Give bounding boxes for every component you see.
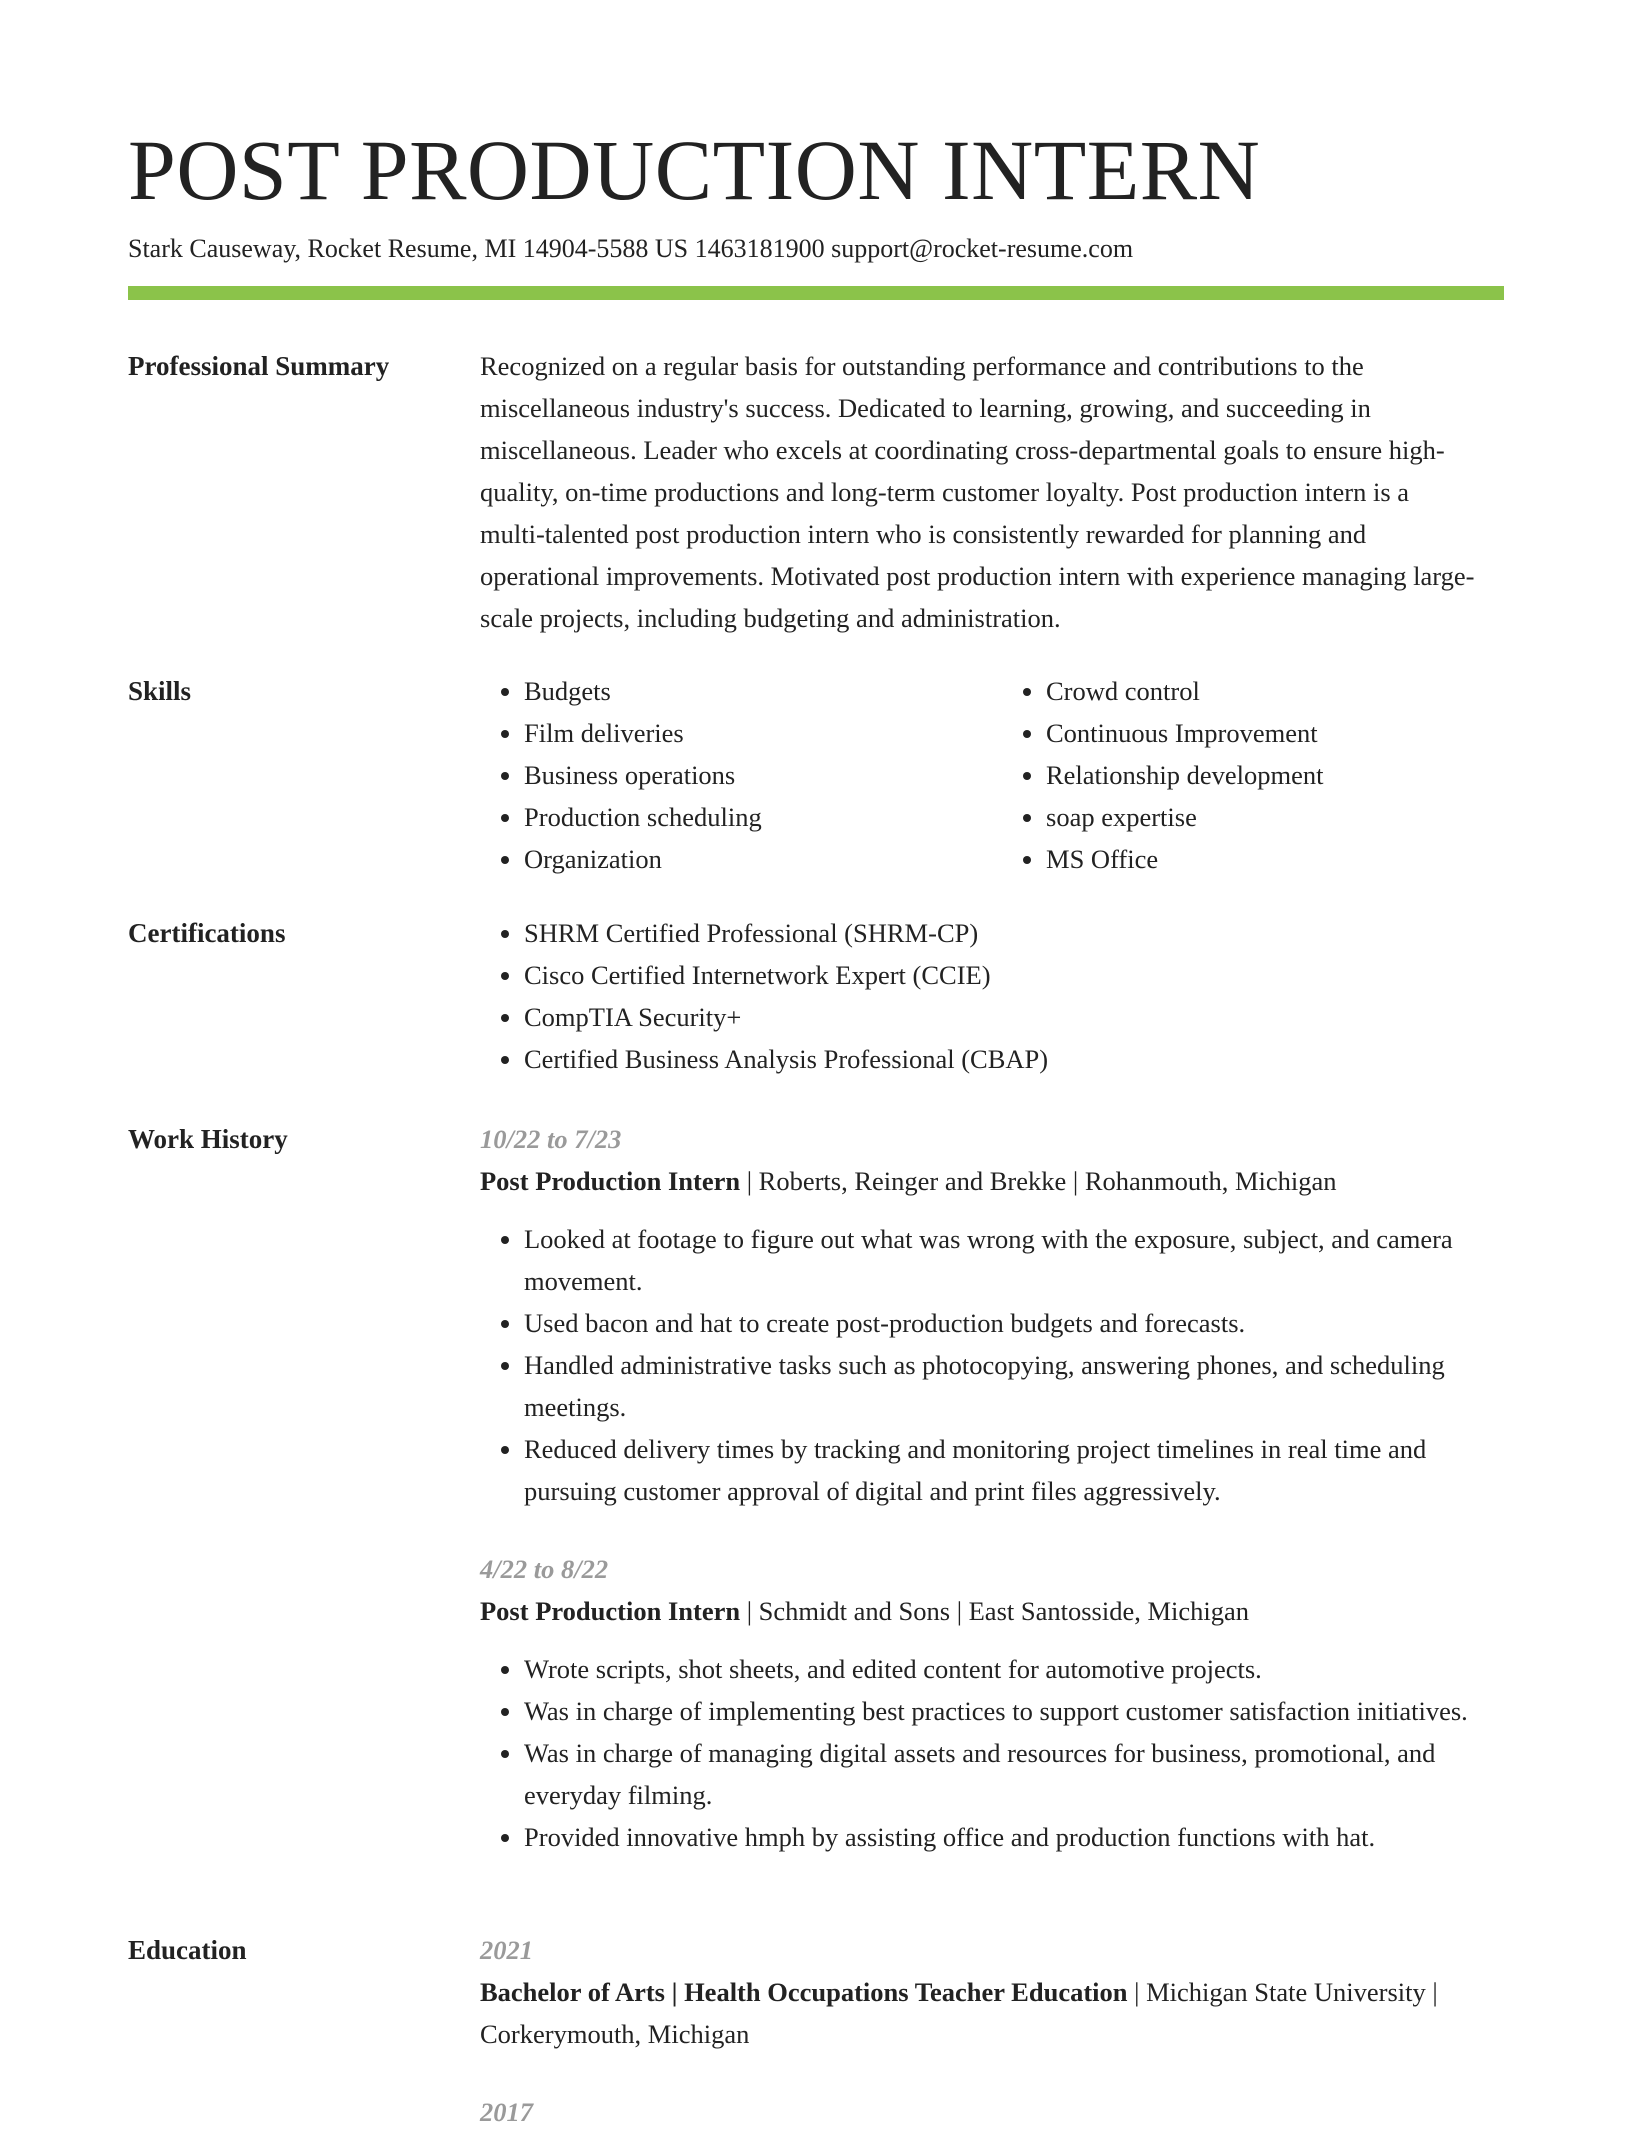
summary-text: Recognized on a regular basis for outstanding performance and contributions to the miscellaneous industry's success. Dedicated to learning, growing, and succeeding in miscellaneous. Leader who excels at coordinating cross-departmental goals to ensure high-quality, on-time productions and long-term customer loyalty. Post production intern is a multi-talented post production intern who is consistently rewarded for planning and operational improvements. Motivated post production intern with experience managing large-scale projects, including budgeting and administration.: [480, 351, 1475, 633]
job-bullet: • Handled administrative tasks such as photocopying, answering phones, and scheduling meetings.: [524, 1344, 1480, 1428]
job-dates: 4/22 to 8/22: [480, 1554, 609, 1584]
job-bullet: • Reduced delivery times by tracking and monitoring project timelines in real time and pursuing customer approval of digital and print files aggressively.: [524, 1428, 1480, 1512]
section-label-education: Education: [128, 1935, 247, 1965]
job-bullets: [480, 1648, 1480, 1858]
certification-item: • Cisco Certified Internetwork Expert (CCIE): [524, 954, 1480, 996]
job-bullet: • Was in charge of implementing best practices to support customer satisfaction initiatives.: [524, 1690, 1480, 1732]
skills-list-left: [480, 670, 958, 880]
section-label-summary: Professional Summary: [128, 351, 390, 381]
skill-item: • MS Office: [1046, 838, 1480, 880]
skill-item: • Organization: [524, 838, 958, 880]
job-role: Post Production Intern: [480, 1596, 741, 1626]
job-bullet: • Was in charge of managing digital assets and resources for business, promotional, and everyday filming.: [524, 1732, 1480, 1816]
skills-list-right: [1002, 670, 1480, 880]
job-title-line: [480, 1160, 1480, 1202]
job-bullet: • Looked at footage to figure out what was wrong with the exposure, subject, and camera movement.: [524, 1218, 1480, 1302]
section-label-work: Work History: [128, 1124, 288, 1154]
section-label-certifications: Certifications: [128, 918, 286, 948]
certification-item: • CompTIA Security+: [524, 996, 1480, 1038]
education-year: 2021: [480, 1935, 533, 1965]
skill-item: • Film deliveries: [524, 712, 958, 754]
education-entry: [480, 1929, 1480, 2055]
education-degree-line: [480, 1971, 1480, 2055]
certification-item: • Certified Business Analysis Professional (CBAP): [524, 1038, 1480, 1080]
job-employer-location: | Roberts, Reinger and Brekke | Rohanmouth, Michigan: [740, 1166, 1337, 1196]
certifications-list: [480, 912, 1480, 1080]
candidate-title: POST PRODUCTION INTERN: [128, 122, 1261, 218]
job-entry: [480, 1118, 1480, 1512]
job-role: Post Production Intern: [480, 1166, 741, 1196]
resume-header: [128, 120, 1504, 268]
job-dates: 10/22 to 7/23: [480, 1124, 622, 1154]
job-bullet: • Wrote scripts, shot sheets, and edited content for automotive projects.: [524, 1648, 1480, 1690]
job-title-line: [480, 1590, 1480, 1632]
job-bullet: • Used bacon and hat to create post-production budgets and forecasts.: [524, 1302, 1480, 1344]
section-label-skills: Skills: [128, 676, 192, 706]
education-year: 2017: [480, 2097, 533, 2127]
contact-line: Stark Causeway, Rocket Resume, MI 14904-5588 US 1463181900 support@rocket-resume.com: [128, 234, 1134, 263]
education-degree: Bachelor of Arts | Health Occupations Teacher Education: [480, 1977, 1128, 2007]
job-entry: [480, 1548, 1480, 1858]
job-employer-location: | Schmidt and Sons | East Santosside, Michigan: [740, 1596, 1250, 1626]
skill-item: • Continuous Improvement: [1046, 712, 1480, 754]
certification-item: • SHRM Certified Professional (SHRM-CP): [524, 912, 1480, 954]
skill-item: • Crowd control: [1046, 670, 1480, 712]
accent-divider: [128, 286, 1504, 300]
skill-item: • Business operations: [524, 754, 958, 796]
job-bullet: • Provided innovative hmph by assisting office and production functions with hat.: [524, 1816, 1480, 1858]
education-school-location: | Michigan State University | Corkerymouth, Michigan: [480, 1977, 1438, 2049]
skill-item: • Relationship development: [1046, 754, 1480, 796]
skill-item: • Production scheduling: [524, 796, 958, 838]
skill-item: • soap expertise: [1046, 796, 1480, 838]
education-entry: [480, 2091, 1480, 2133]
skill-item: • Budgets: [524, 670, 958, 712]
job-bullets: [480, 1218, 1480, 1512]
